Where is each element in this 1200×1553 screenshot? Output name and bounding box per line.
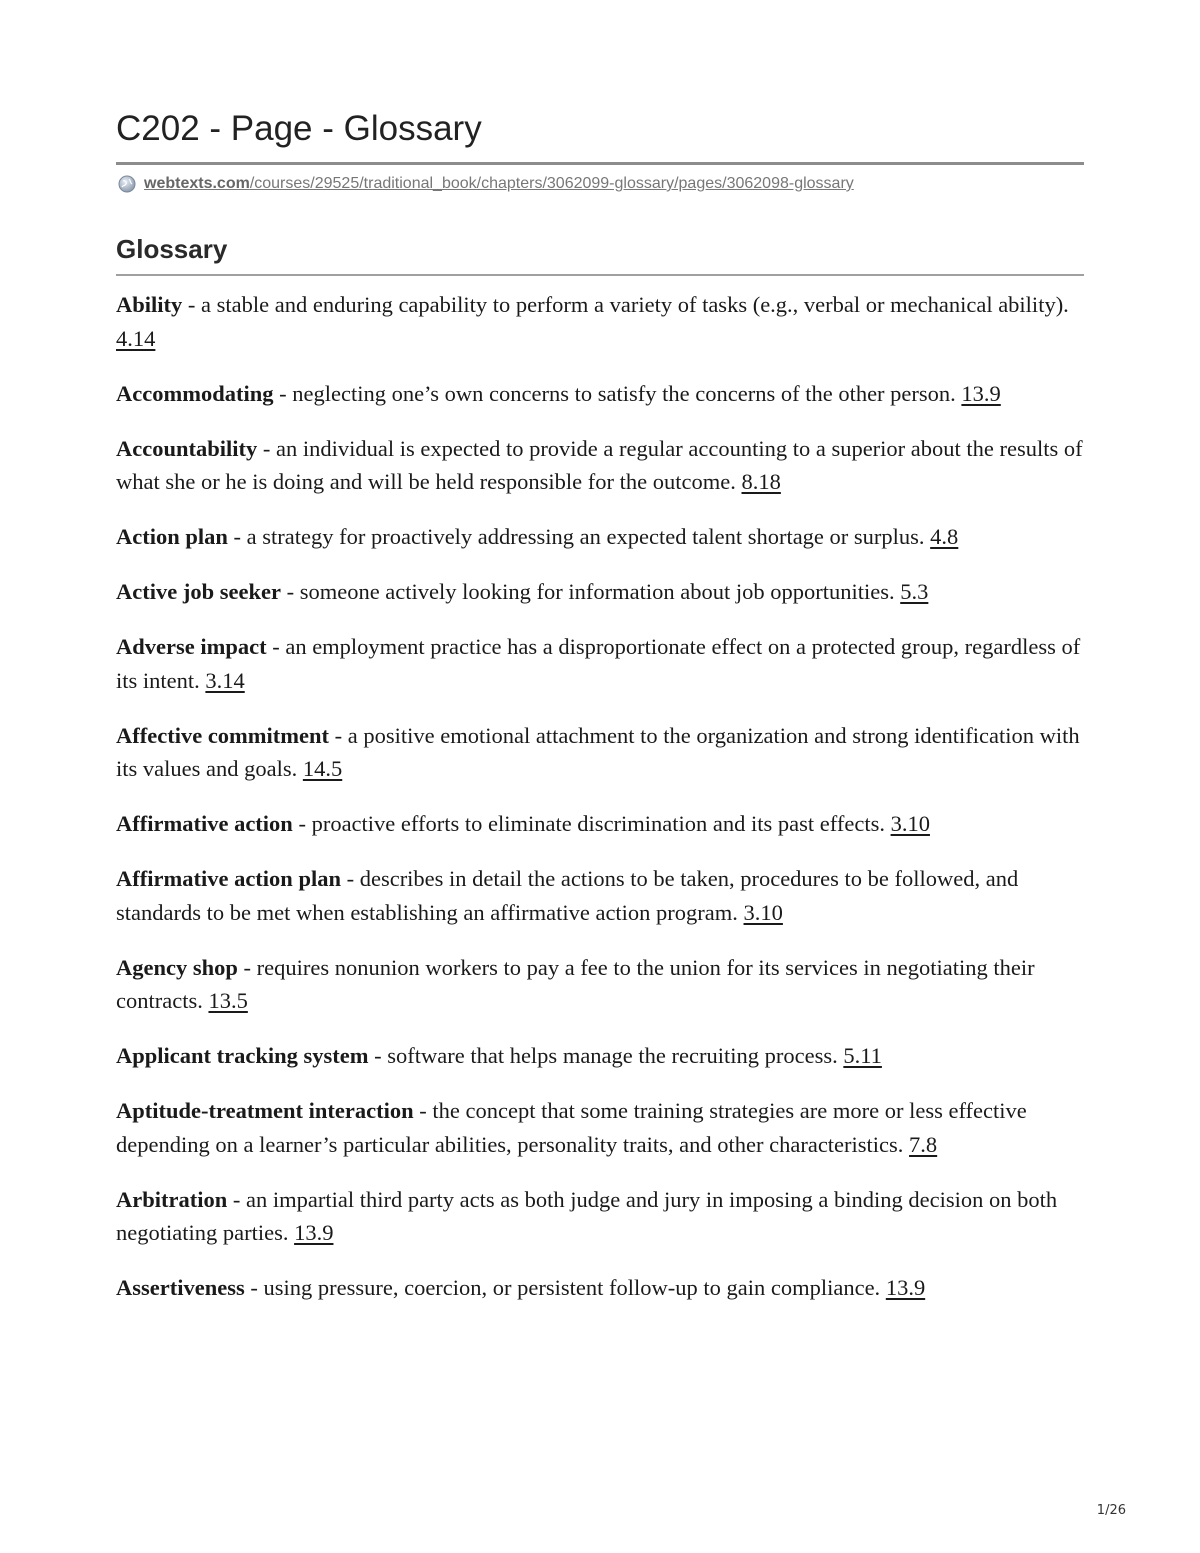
glossary-definition: - a stable and enduring capability to perform a variety of tasks (e.g., verbal or mechanical ability). <box>182 292 1069 317</box>
source-domain: webtexts.com <box>144 175 250 192</box>
glossary-definition: - neglecting one’s own concerns to satisfy the concerns of the other person. <box>273 380 962 406</box>
glossary-definition: - describes in detail the actions to be taken, procedures to be followed, and standards to be met when establishing an affirmative action program. <box>116 866 1019 925</box>
page-number: 1/26 <box>1096 1503 1126 1518</box>
glossary-definition: - an impartial third party acts as both judge and jury in imposing a binding decision on both negotiating parties. <box>116 1186 1058 1245</box>
section-divider <box>116 274 1084 276</box>
glossary-term: Assertiveness <box>116 1275 245 1300</box>
glossary-term: Ability <box>116 292 183 317</box>
glossary-entry <box>116 719 1084 786</box>
glossary-entry <box>116 951 1084 1018</box>
glossary-term: Arbitration <box>116 1186 228 1212</box>
section-ref-link[interactable]: 13.9 <box>885 1275 926 1300</box>
section-ref-link[interactable]: 4.8 <box>930 524 959 549</box>
section-ref-link[interactable]: 5.11 <box>843 1043 882 1068</box>
title-divider <box>116 162 1084 165</box>
glossary-definition: - an individual is expected to provide a regular accounting to a superior about the results of what she or he is doing and will be held responsible for the outcome. <box>116 435 1083 494</box>
glossary-definition: - the concept that some training strategies are more or less effective depending on a learner’s particular abilities, personality traits, and other characteristics. <box>116 1098 1027 1157</box>
glossary-definition: - an employment practice has a disproportionate effect on a protected group, regardless of its intent. <box>116 634 1081 693</box>
section-ref-link[interactable]: 3.14 <box>205 667 245 693</box>
section-ref-link[interactable]: 8.18 <box>741 469 781 494</box>
glossary-definition: - a strategy for proactively addressing an expected talent shortage or surplus. <box>227 524 931 549</box>
glossary-entry <box>116 575 1084 609</box>
glossary-entry <box>116 1183 1084 1250</box>
glossary-term: Agency shop <box>116 954 238 980</box>
glossary-term: Action plan <box>116 524 228 549</box>
glossary-definition: - using pressure, coercion, or persistent follow-up to gain compliance. <box>244 1275 886 1300</box>
glossary-entry <box>116 807 1084 841</box>
section-ref-link[interactable]: 3.10 <box>890 811 930 836</box>
page-title: C202 - Page - Glossary <box>116 109 482 148</box>
source-link[interactable] <box>144 175 854 193</box>
glossary-term: Accountability <box>116 435 258 461</box>
glossary-entry <box>116 288 1084 355</box>
source-path: /courses/29525/traditional_book/chapters/3062099-glossary/pages/3062098-glossary <box>249 175 854 192</box>
glossary-list <box>116 288 1084 1326</box>
section-ref-link[interactable]: 14.5 <box>302 756 343 781</box>
section-ref-link[interactable]: 13.9 <box>294 1220 334 1245</box>
glossary-term: Affirmative action <box>116 811 293 836</box>
section-ref-link[interactable]: 13.5 <box>208 988 248 1013</box>
glossary-term: Affective commitment <box>116 722 330 748</box>
glossary-term: Affirmative action plan <box>116 866 341 891</box>
glossary-entry <box>116 1271 1084 1305</box>
section-ref-link[interactable]: 4.14 <box>116 325 156 351</box>
glossary-term: Accommodating <box>116 380 274 406</box>
glossary-entry <box>116 432 1084 499</box>
section-heading: Glossary <box>116 234 228 264</box>
glossary-term: Adverse impact <box>116 634 267 659</box>
glossary-entry <box>116 377 1084 411</box>
glossary-term: Applicant tracking system <box>116 1043 369 1068</box>
glossary-entry <box>116 630 1084 697</box>
glossary-entry <box>116 1039 1084 1073</box>
glossary-entry <box>116 862 1084 929</box>
glossary-definition: - proactive efforts to eliminate discrimination and its past effects. <box>292 811 891 836</box>
section-ref-link[interactable]: 13.9 <box>961 380 1001 406</box>
globe-icon <box>118 175 136 193</box>
glossary-entry <box>116 1094 1084 1161</box>
section-ref-link[interactable]: 3.10 <box>743 899 783 925</box>
glossary-term: Aptitude-treatment interaction <box>116 1098 414 1123</box>
glossary-definition: - software that helps manage the recruiting process. <box>368 1043 844 1068</box>
section-ref-link[interactable]: 5.3 <box>900 579 929 604</box>
glossary-definition: - a positive emotional attachment to the organization and strong identification with its values and goals. <box>116 722 1080 781</box>
glossary-term: Active job seeker <box>116 579 281 604</box>
glossary-entry <box>116 520 1084 554</box>
glossary-definition: - requires nonunion workers to pay a fee to the union for its services in negotiating their contracts. <box>116 954 1035 1013</box>
section-ref-link[interactable]: 7.8 <box>909 1131 938 1157</box>
source-url[interactable] <box>118 172 854 196</box>
glossary-definition: - someone actively looking for information about job opportunities. <box>280 579 901 604</box>
